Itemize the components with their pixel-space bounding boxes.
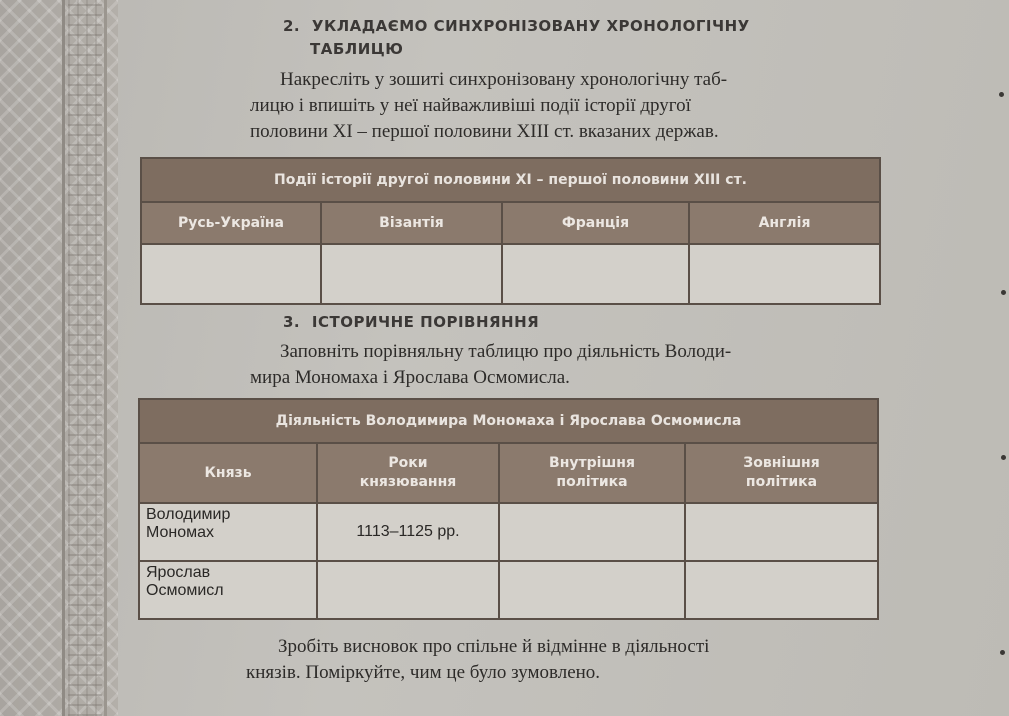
section-2-title-line2: ТАБЛИЦЮ [310, 40, 404, 58]
column-header-prince [139, 443, 317, 503]
section-2-number: 2. [283, 17, 301, 35]
prince-name-line: Ярослав [146, 564, 211, 581]
table-cell [321, 244, 502, 304]
header-line: Внутрішня [549, 455, 635, 471]
synchronized-chronology-table [140, 157, 881, 305]
section-3-title: ІСТОРИЧНЕ ПОРІВНЯННЯ [311, 313, 540, 331]
task-line: половини XI – першої половини XIII ст. вказаних держав. [250, 121, 719, 142]
comparison-table [138, 398, 879, 620]
task-line: Зробіть висновок про спільне й відмінне в діяльності [278, 636, 710, 657]
section-3-heading [283, 313, 539, 331]
prince-cell [139, 561, 317, 619]
column-header-france: Франція [502, 202, 689, 244]
column-header-reign-years [317, 443, 499, 503]
reign-years-cell: 1113–1125 рр. [317, 503, 499, 561]
foreign-policy-cell [685, 561, 878, 619]
reign-years-cell [317, 561, 499, 619]
task-line: Накресліть у зошиті синхронізовану хронологічну таб- [280, 69, 728, 90]
table-caption: Діяльність Володимира Мономаха і Ярослава Осмомисла [139, 399, 878, 443]
column-header-rus-ukraine: Русь-Україна [141, 202, 321, 244]
section-3-number: 3. [283, 313, 301, 331]
table-caption: Події історії другої половини XI – першої половини XIII ст. [141, 158, 880, 202]
foreign-policy-cell [685, 503, 878, 561]
prince-name-line: Осмомисл [146, 582, 224, 599]
header-line: політика [556, 474, 628, 490]
column-header-foreign-policy [685, 443, 878, 503]
prince-name-line: Мономах [146, 524, 215, 541]
internal-policy-cell [499, 503, 685, 561]
task-line: лицю і впишіть у неї найважливіші події історії другої [250, 95, 691, 116]
border-line [62, 0, 65, 716]
table-row [139, 561, 878, 619]
conclusion-task [246, 634, 871, 686]
table-row [139, 503, 878, 561]
column-header-byzantium: Візантія [321, 202, 502, 244]
task-line: Заповніть порівняльну таблицю про діяльність Володи- [280, 341, 732, 362]
section-2-title-line1: УКЛАДАЄМО СИНХРОНІЗОВАНУ ХРОНОЛОГІЧНУ [311, 17, 750, 35]
prince-name-line: Володимир [146, 506, 231, 523]
border-line [104, 0, 107, 716]
column-header-england: Англія [689, 202, 880, 244]
section-3-task [250, 339, 878, 391]
header-line: Зовнішня [743, 455, 820, 471]
decorative-page-border [0, 0, 118, 716]
header-line: політика [745, 474, 818, 490]
table-row [141, 244, 880, 304]
task-line: князів. Поміркуйте, чим це було зумовлено. [246, 662, 601, 683]
margin-dot [1001, 455, 1006, 460]
table-cell [502, 244, 689, 304]
prince-cell [139, 503, 317, 561]
margin-dot [999, 92, 1004, 97]
table-cell [689, 244, 880, 304]
section-2-heading [283, 17, 750, 35]
border-ornament [68, 0, 102, 716]
task-line: мира Мономаха і Ярослава Осмомисла. [250, 367, 570, 388]
column-header-internal-policy [499, 443, 685, 503]
margin-dot [1001, 290, 1006, 295]
section-2-task [250, 67, 878, 145]
header-line: князювання [359, 474, 457, 490]
table-cell [141, 244, 321, 304]
internal-policy-cell [499, 561, 685, 619]
margin-dot [1000, 650, 1005, 655]
header-line: Князь [204, 464, 252, 481]
header-line: Роки [388, 455, 428, 471]
